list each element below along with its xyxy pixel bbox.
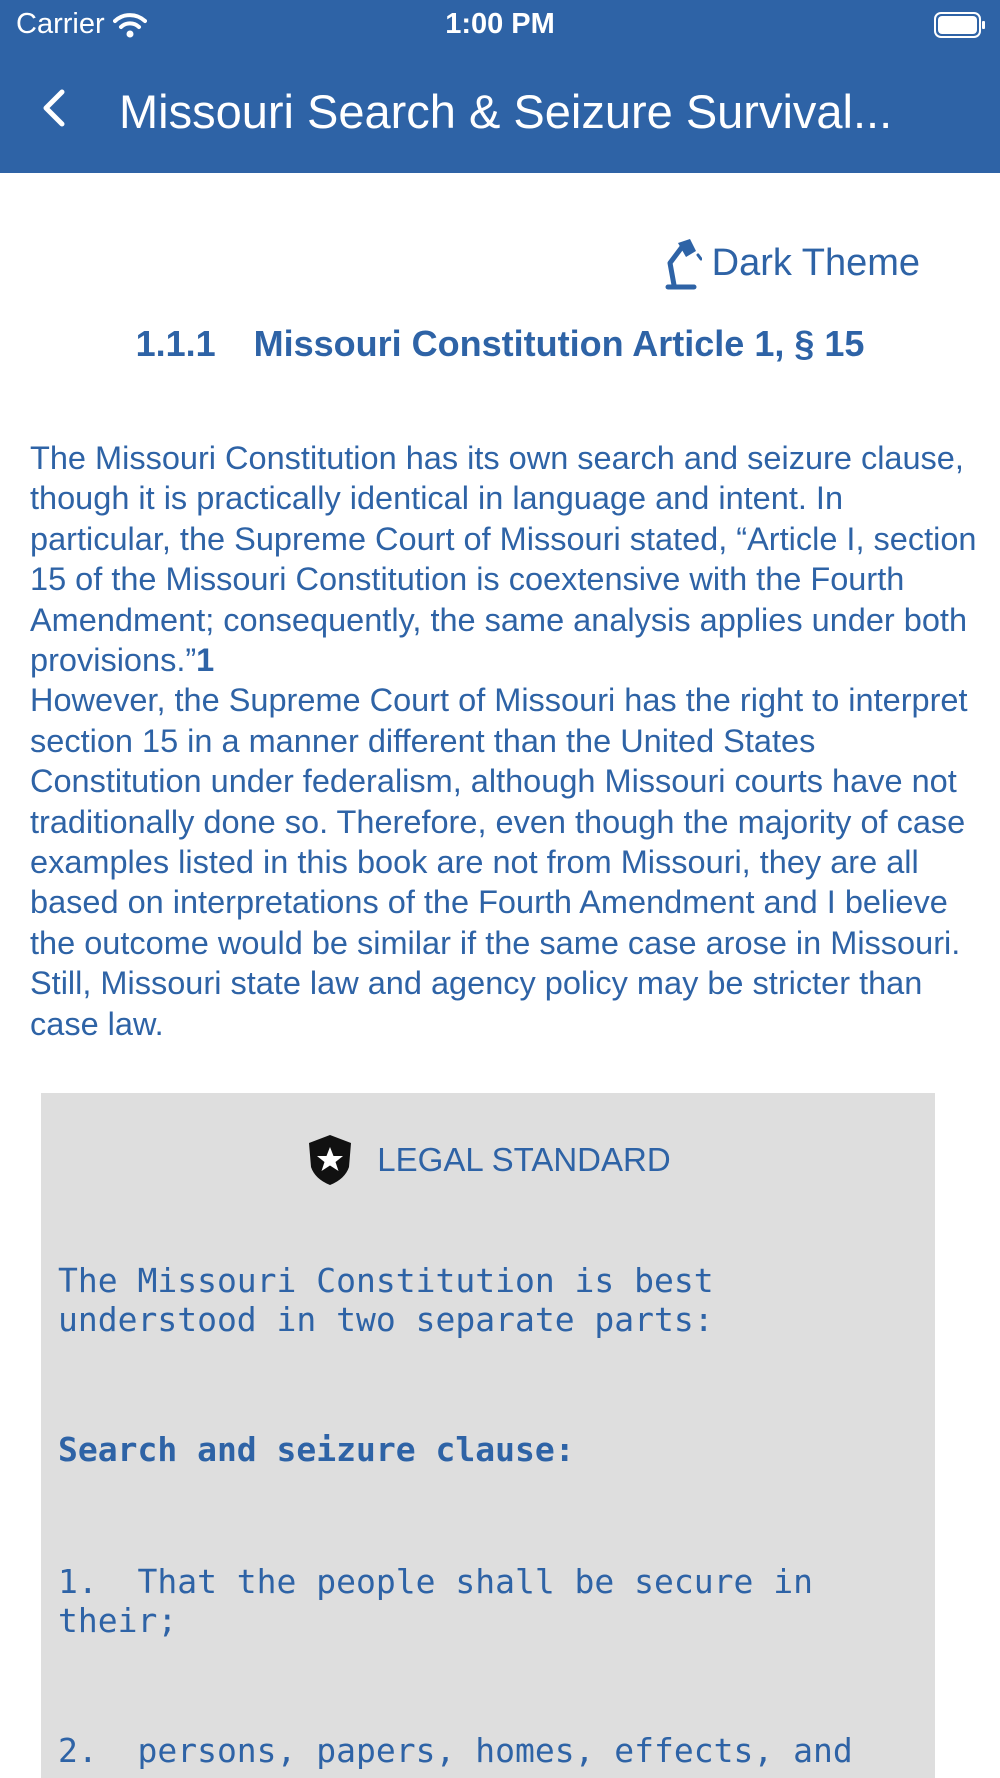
section-title: Missouri Constitution Article 1, § 15 [253,323,865,364]
clause-item: 1. That the people shall be secure in their; [58,1562,833,1640]
police-badge-icon [305,1133,355,1187]
body-paragraph [30,438,980,1044]
section-number: 1.1.1 [135,323,216,364]
dark-theme-toggle[interactable] [660,235,920,291]
content-area [0,173,1000,1778]
footnote-link[interactable]: 1 [196,642,215,679]
legal-standard-intro: The Missouri Constitution is best understood in two separate parts: [58,1261,734,1339]
carrier-label: Carrier [16,8,105,40]
section-heading [0,323,1000,365]
legal-standard-box [41,1093,935,1778]
legal-standard-header [41,1133,935,1187]
navigation-bar [0,60,1000,160]
paragraph-text-after: However, the Supreme Court of Missouri has the right to interpret section 15 in a manner different than the United States Constitution under federalism, although Missouri courts have not traditionally done so. Therefore, even though the majority of case examples listed in this book are not from Missouri, they are all based on interpretations of the Fourth Amendment and I believe the outcome would be similar if the same case arose in Missouri. Still, Missouri state law and agency policy may be stricter than case law. [30,682,968,1042]
battery-icon [934,12,986,38]
clause-item: 2. persons, papers, homes, effects, and [58,1731,853,1770]
lamp-icon [660,235,702,291]
top-bar [0,0,1000,173]
paragraph-text-before: The Missouri Constitution has its own search and seizure clause, though it is practically identical in language and intent. In particular, the Supreme Court of Missouri stated, “Article I, section 15 of the Missouri Constitution is coextensive with the Fourth Amendment; consequently, the same analysis applies under both provisions.” [30,440,977,679]
status-bar [0,0,1000,50]
page-title: Missouri Search & Seizure Survival... [119,85,893,138]
back-chevron-icon[interactable] [34,82,74,134]
dark-theme-label: Dark Theme [711,241,920,284]
legal-standard-label: LEGAL STANDARD [377,1141,671,1178]
status-time: 1:00 PM [445,8,555,40]
clause-heading: Search and seizure clause: [58,1430,575,1469]
